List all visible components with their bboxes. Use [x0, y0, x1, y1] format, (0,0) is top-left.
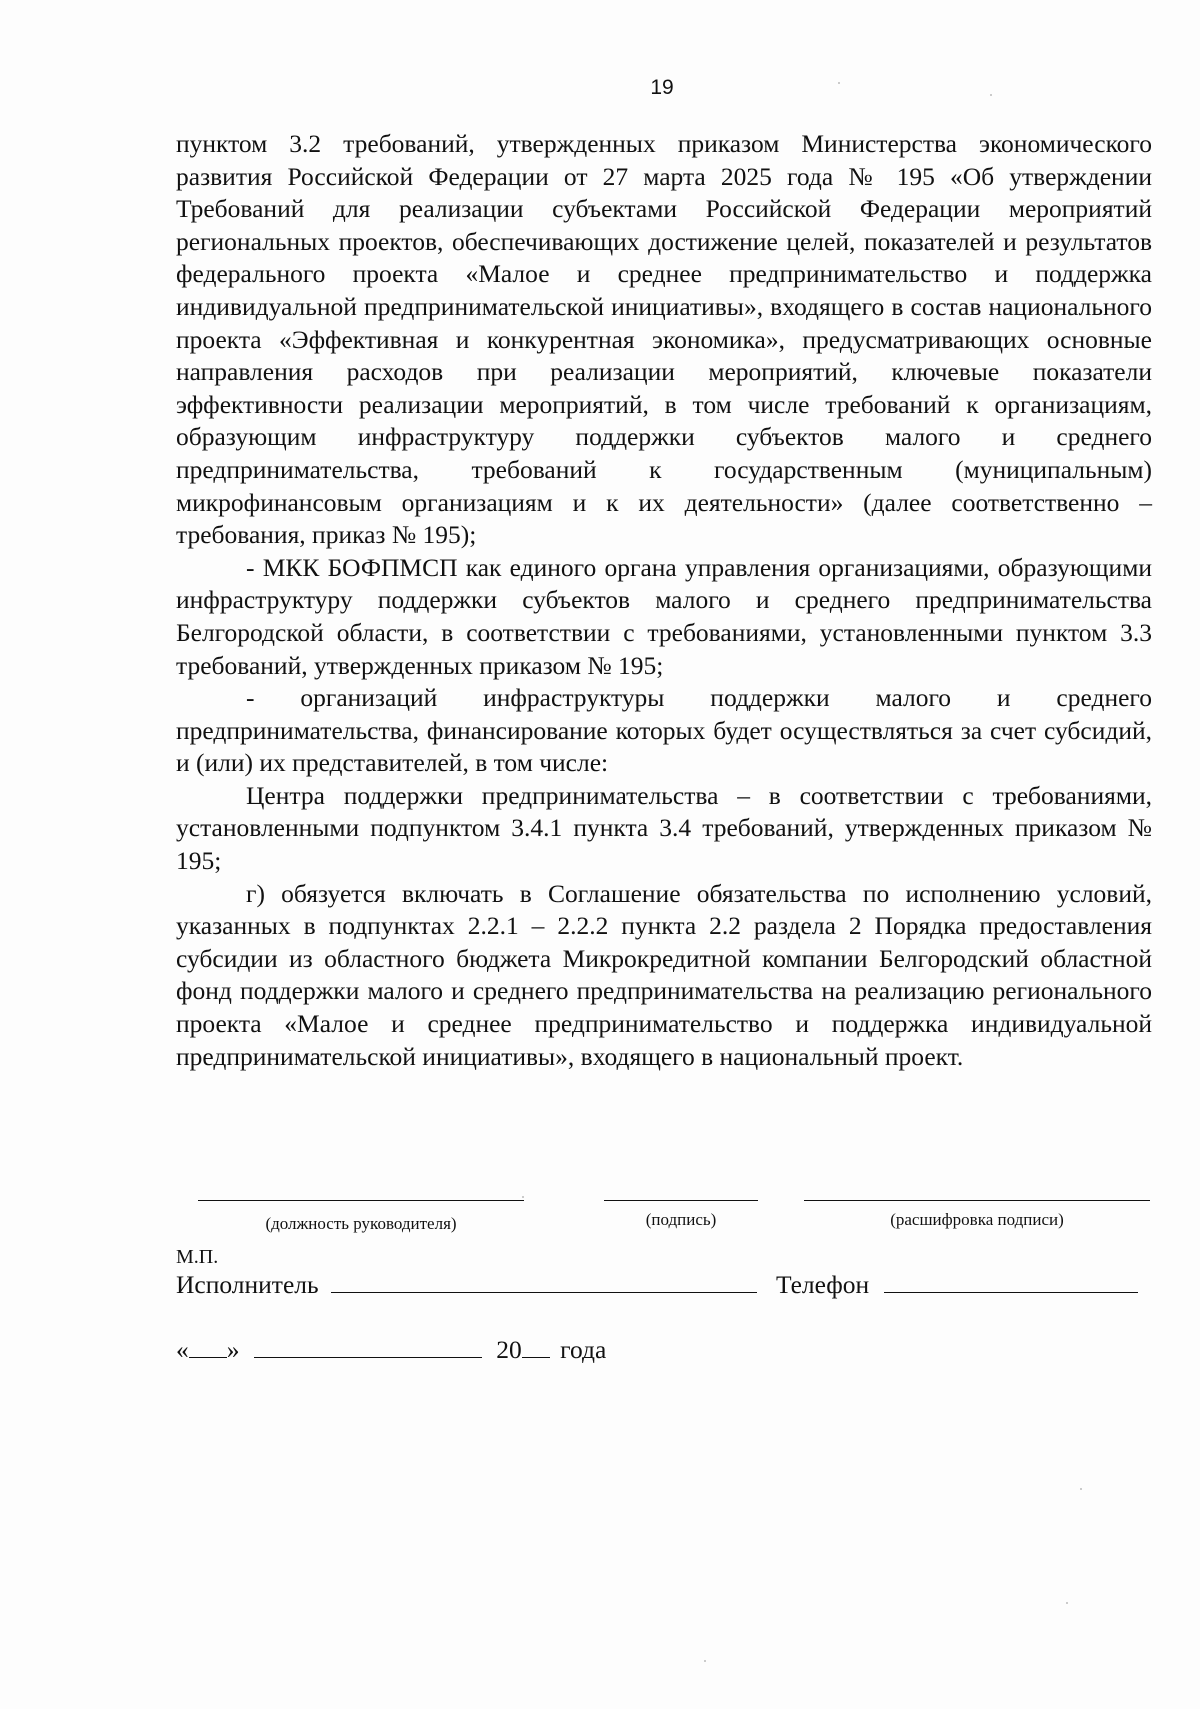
paragraph-obligation: г) обязуется включать в Соглашение обязательства по исполнению условий, указанных в подпунктах 2.2.1 – 2.2.2 пункта 2.2 раздела 2 Порядка предоставления субсидии из областного бюджета Микрокредитной компании Белгородский областной фонд поддержки малого и среднего предпринимательства на реализацию регионального проекта «Малое и среднее предпринимательство и поддержка индивидуальной предпринимательской инициативы», входящего в национальный проект.	[176, 878, 1152, 1071]
date-open-quote: «	[176, 1335, 189, 1364]
date-close-quote: »	[226, 1335, 240, 1364]
date-day-field[interactable]	[189, 1335, 227, 1358]
signature-block	[176, 1200, 1152, 1240]
scan-speck	[522, 1196, 524, 1198]
date-year-suffix: года	[560, 1335, 607, 1364]
executor-field[interactable]	[331, 1270, 757, 1293]
scan-speck	[704, 1660, 706, 1662]
position-signature-line	[198, 1200, 524, 1201]
paragraph-support-center: Центра поддержки предпринимательства – в соответствии с требованиями, установленными подпунктом 3.4.1 пункта 3.4 требований, утвержденных приказом № 195;	[176, 780, 1152, 876]
body-text	[176, 128, 1152, 1073]
phone-field[interactable]	[884, 1270, 1138, 1293]
date-month-field[interactable]	[254, 1335, 482, 1358]
paragraph-requirements: пунктом 3.2 требований, утвержденных приказом Министерства экономического развития Российской Федерации от 27 марта 2025 года № 195 «Об утверждении Требований для реализации субъектами Российской Федерации мероприятий региональных проектов, обеспечивающих достижение целей, показателей и результатов федерального проекта «Малое и среднее предпринимательство и поддержка индивидуальной предпринимательской инициативы», входящего в состав национального проекта «Эффективная и конкурентная экономика», предусматривающих основные направления расходов при реализации мероприятий, ключевые показатели эффективности реализации мероприятий, в том числе требований к организациям, образующим инфраструктуру поддержки субъектов малого и среднего предпринимательства, требований к государственным (муниципальным) микрофинансовым организациям и к их деятельности» (далее соответственно – требования, приказ № 195);	[176, 129, 1152, 550]
position-caption: (должность руководителя)	[265, 1214, 457, 1233]
paragraph-mkk: - МКК БОФПМСП как единого органа управления организациями, образующими инфраструктуру поддержки субъектов малого и среднего предпринимательства Белгородской области, в соответствии с требованиями, установленными пунктом 3.3 требований, утвержденных приказом № 195;	[176, 552, 1152, 680]
decoding-signature-line	[804, 1200, 1150, 1201]
scan-speck	[990, 94, 992, 96]
scan-speck	[1066, 1602, 1068, 1604]
signature-line	[604, 1200, 758, 1201]
phone-label: Телефон	[776, 1270, 870, 1299]
stamp-label: М.П.	[176, 1246, 219, 1268]
date-year-prefix: 20	[496, 1335, 522, 1364]
date-year-field[interactable]	[522, 1335, 550, 1358]
executor-label: Исполнитель	[176, 1270, 319, 1299]
decoding-caption: (расшифровка подписи)	[890, 1210, 1064, 1229]
paragraph-organizations: - организаций инфраструктуры поддержки малого и среднего предпринимательства, финансирование которых будет осуществляться за счет субсидий, и (или) их представителей, в том числе:	[176, 683, 1152, 778]
executor-row	[176, 1270, 757, 1300]
signature-caption: (подпись)	[645, 1210, 717, 1229]
scan-speck	[1080, 1488, 1082, 1490]
page-number: 19	[650, 76, 674, 99]
phone-row	[776, 1270, 1138, 1300]
date-row	[176, 1335, 606, 1365]
scan-speck	[838, 82, 840, 84]
